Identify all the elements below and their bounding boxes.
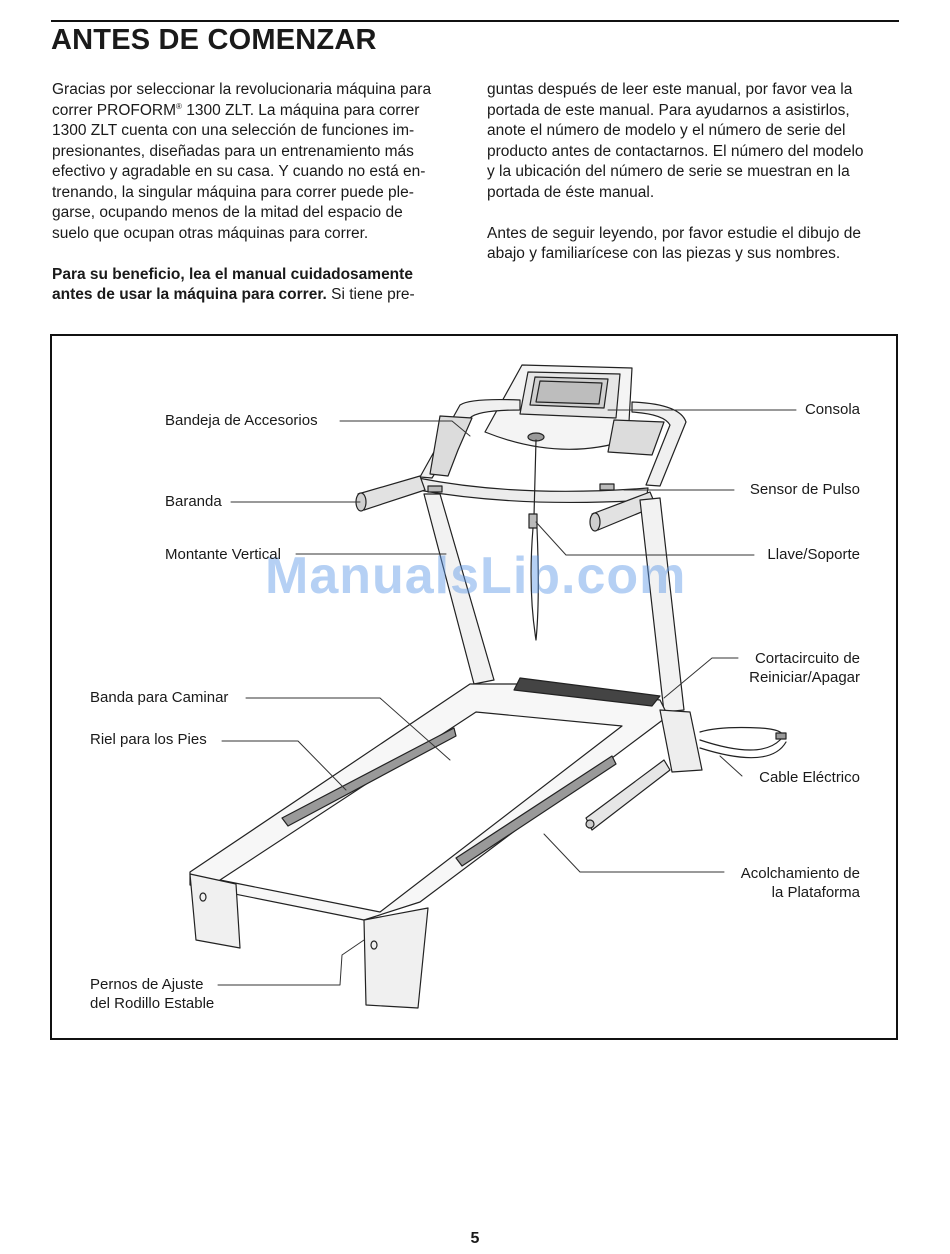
label-accessory-tray: Bandeja de Accesorios	[165, 412, 318, 429]
label-platform-cushion	[741, 864, 860, 902]
text-line: suelo que ocupan otras máquinas para correr.	[52, 224, 369, 242]
text-line: y la ubicación del número de serie se muestran en la	[487, 163, 850, 180]
watermark-text: ManualsLib.com	[265, 547, 687, 605]
power-cord-shape	[700, 728, 786, 758]
text-line: presionantes, diseñadas para un entrenamiento más	[52, 142, 414, 160]
safety-key-shape	[529, 440, 538, 640]
label-power-cord: Cable Eléctrico	[759, 769, 860, 786]
label-pulse-sensor: Sensor de Pulso	[749, 481, 860, 498]
registered-mark: ®	[176, 101, 182, 111]
text-line: Antes de seguir leyendo, por favor estudie el dibujo de	[487, 224, 861, 242]
label-console: Consola	[804, 401, 860, 418]
text-line: correr PROFORM	[52, 101, 176, 119]
text-line: trenando, la singular máquina para correr puede ple-	[52, 183, 414, 201]
text-line: anote el número de modelo y el número de serie del	[487, 122, 846, 139]
label-adjustment-bolts	[90, 975, 214, 1013]
text-line: abajo y familiarícese con las piezas y sus nombres.	[487, 245, 841, 262]
label-line: del Rodillo Estable	[90, 995, 215, 1012]
label-circuit-breaker	[749, 649, 860, 687]
text-line: Si tiene pre-	[326, 286, 415, 303]
text-line: producto antes de contactarnos. El número del modelo	[487, 142, 864, 160]
label-handrail: Baranda	[165, 493, 222, 510]
page-title: ANTES DE COMENZAR	[51, 24, 377, 56]
bold-text-line: antes de usar la máquina para correr.	[52, 286, 327, 303]
text-line: portada de éste manual.	[487, 183, 655, 201]
text-line: garse, ocupando menos de la mitad del espacio de	[52, 204, 403, 221]
label-line: Acolchamiento de	[740, 865, 860, 882]
deck-shape	[190, 678, 702, 1008]
text-line: guntas después de leer este manual, por favor vea la	[487, 81, 853, 98]
label-walking-belt: Banda para Caminar	[90, 689, 229, 706]
page-number: 5	[470, 1230, 480, 1247]
label-foot-rail: Riel para los Pies	[90, 731, 207, 748]
text-line: 1300 ZLT cuenta con una selección de funciones im-	[52, 122, 415, 139]
text-line: efectivo y agradable en su casa. Y cuando no está en-	[52, 163, 426, 180]
label-upright: Montante Vertical	[165, 546, 281, 563]
bold-text-line: Para su beneficio, lea el manual cuidadosamente	[52, 265, 413, 283]
label-line: Cortacircuito de	[754, 650, 860, 667]
label-line: Reiniciar/Apagar	[749, 669, 860, 686]
text-line: portada de este manual. Para ayudarnos a asistirlos,	[487, 101, 850, 119]
label-line: Pernos de Ajuste	[90, 976, 204, 993]
label-key-clip: Llave/Soporte	[767, 546, 860, 563]
text-line: Gracias por seleccionar la revolucionaria máquina para	[52, 81, 432, 98]
label-line: la Plataforma	[771, 884, 860, 901]
text-line: 1300 ZLT. La máquina para correr	[181, 101, 420, 119]
